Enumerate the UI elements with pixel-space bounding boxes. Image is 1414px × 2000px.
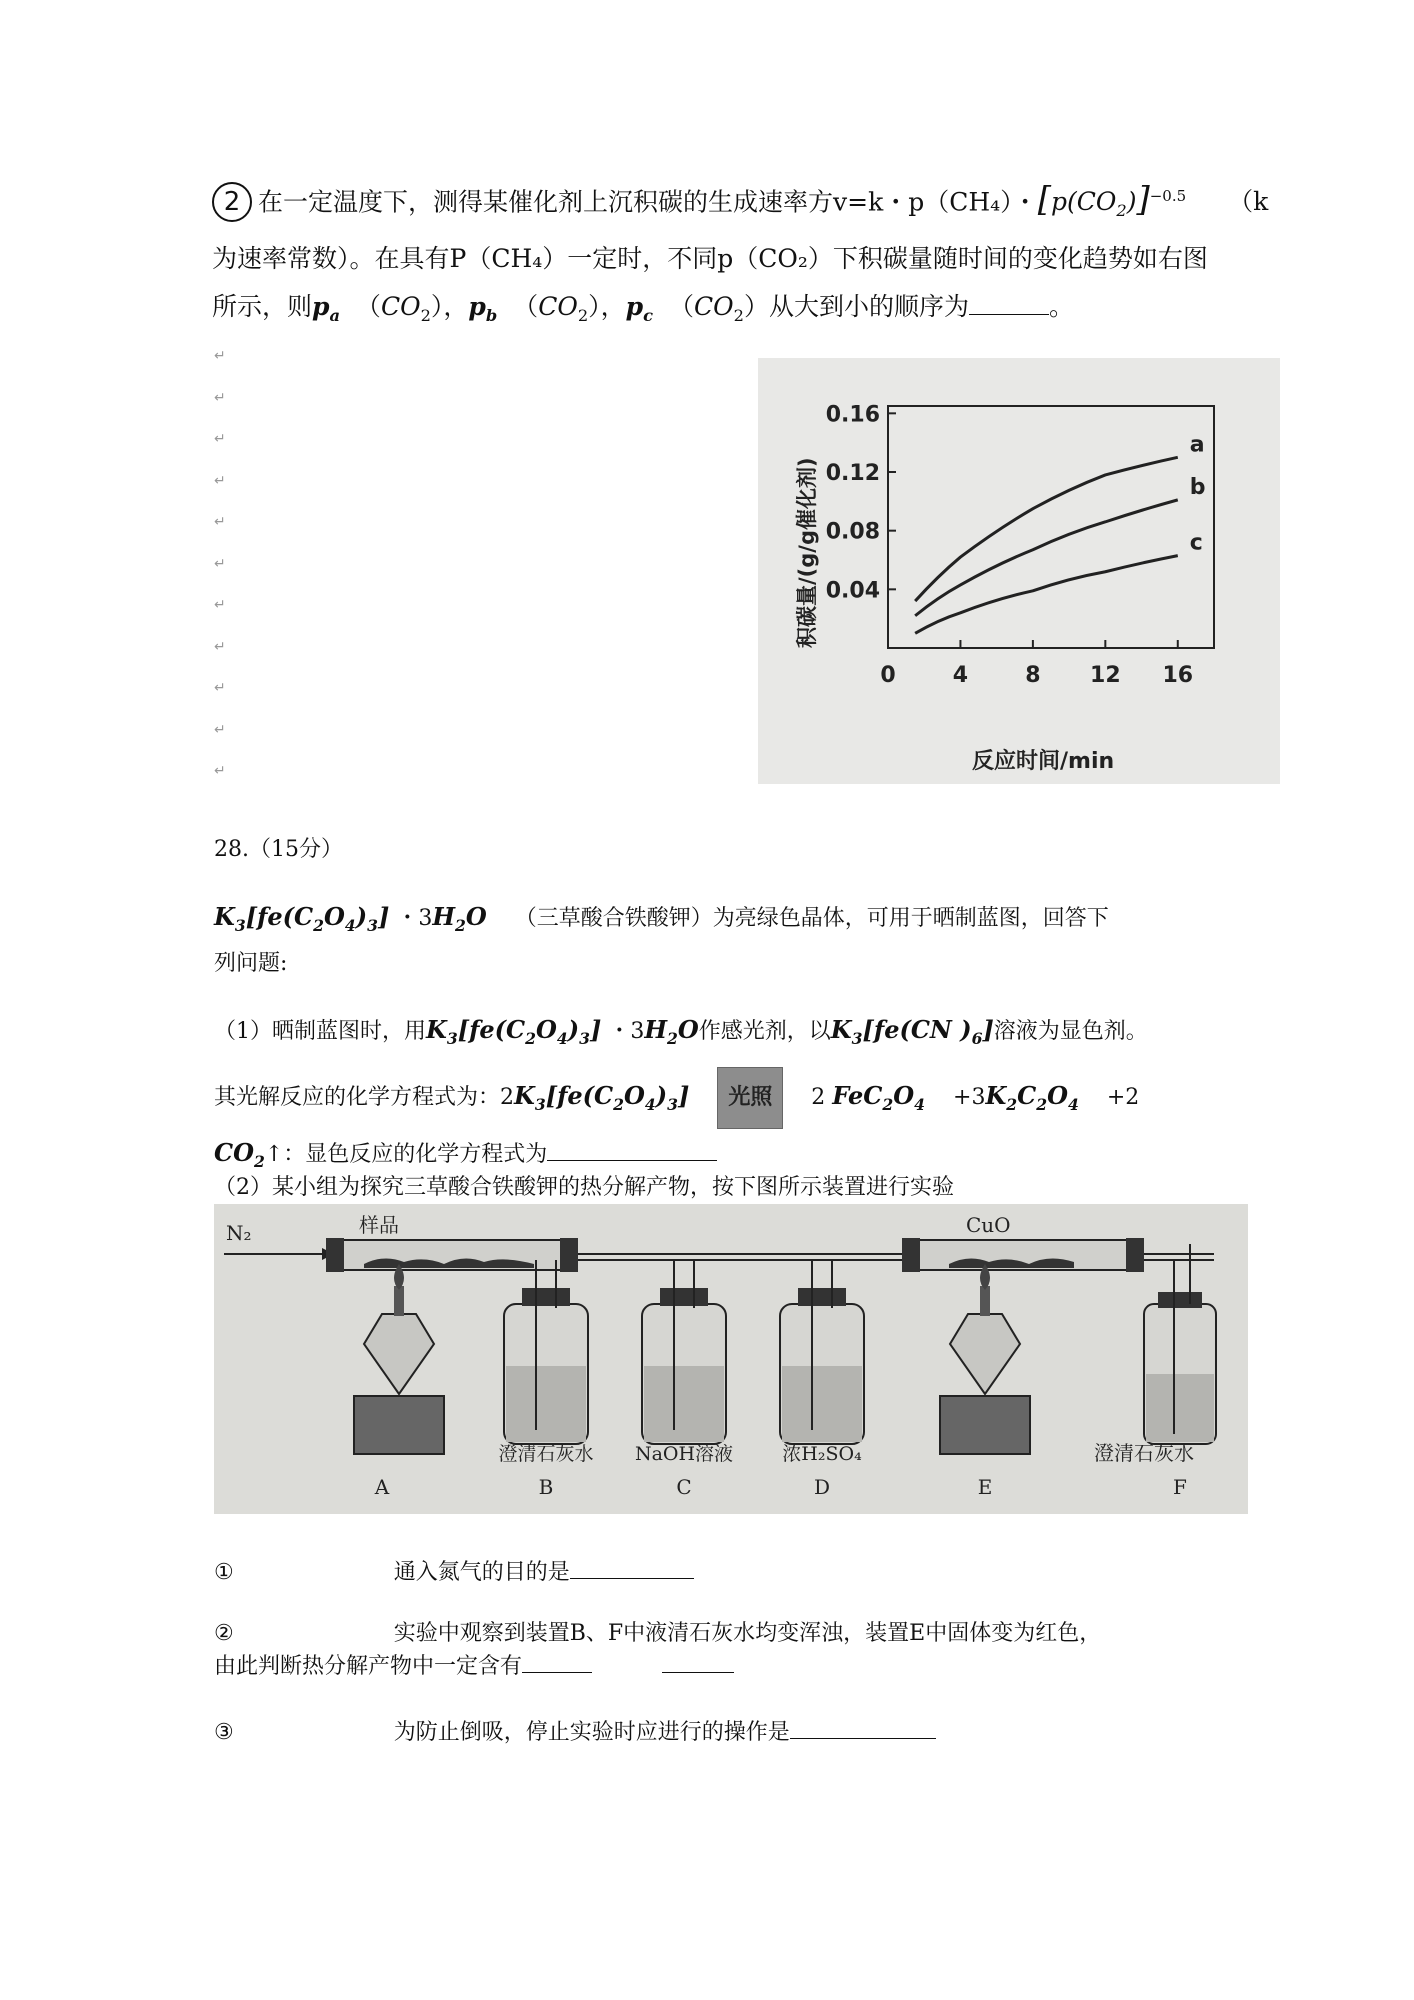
circled-number: 2 — [212, 182, 252, 222]
y-tick-label: 0.08 — [825, 519, 880, 545]
n2-label: N₂ — [226, 1221, 252, 1245]
q28-header: 28.（15分） — [214, 837, 343, 862]
question-2 — [212, 172, 1402, 340]
apparatus-letter: F — [1173, 1475, 1187, 1499]
series-label-b: b — [1189, 474, 1206, 500]
plot-frame — [888, 406, 1214, 648]
y-tick-label: 0.04 — [825, 578, 880, 604]
answer-blank — [570, 1556, 694, 1579]
answer-blank — [522, 1650, 592, 1673]
subq-3: ③ 为防止倒吸，停止实验时应进行的操作是 — [214, 1716, 1214, 1749]
y-axis-label: 积碳量/(g/g催化剂) — [795, 457, 819, 648]
series-label-c: c — [1189, 530, 1203, 556]
q2-line3: 所示，则$p_a$ $(CO_2)$，$p_b$ $(CO_2)$，$p_c$ $(CO_2)$从大到小的顺序为 。 — [212, 292, 1074, 326]
cuo-label: CuO — [966, 1213, 1011, 1237]
apparatus-letter: E — [977, 1475, 993, 1499]
reagent-label: NaOH溶液 — [634, 1443, 734, 1465]
answer-blank — [969, 292, 1049, 315]
wash-bottle — [780, 1260, 864, 1465]
answer-blank — [547, 1138, 717, 1161]
carbon-deposition-chart — [758, 358, 1280, 784]
paragraph-marks: ↵ ↵ ↵ ↵ ↵ ↵ ↵ ↵ ↵ ↵ ↵ — [214, 348, 226, 779]
apparatus-svg — [214, 1204, 1248, 1514]
wash-bottle — [498, 1260, 593, 1465]
apparatus-letter: D — [813, 1475, 831, 1499]
apparatus-diagram — [214, 1204, 1248, 1514]
q2-line1: 2 在一定温度下，测得某催化剂上沉积碳的生成速率方v=k・p（CH₄）・$[p(CO_2)]^{-0.5}$ （k — [212, 172, 1402, 235]
chart-svg — [758, 358, 1280, 784]
reagent-label: 浓H₂SO₄ — [782, 1443, 862, 1465]
series-line-a — [915, 457, 1178, 601]
subq-2: ② 实验中观察到装置B、F中液清石灰水均变浑浊，装置E中固体变为红色， 由此判断热分解产物中一定含有 — [214, 1621, 1102, 1679]
series-line-b — [915, 500, 1178, 616]
q28-part1: （1）晒制蓝图时，用$K_3[fe(C_2O_4)_3]$ ・$3H_2O$作感光剂，以$K_3[fe(CN$ )$_6$]溶液为显色剂。 其光解反应的化学方程式为：$2K_3[fe(C_2O_4)_3]$ 光照 2 $FeC_2O_4$ $+3K_2C_2O_4$ +2 $CO_2↑$：显色反应的化学方程式为 — [214, 1015, 1148, 1171]
x-tick-label: 4 — [952, 663, 969, 688]
y-tick-label: 0.16 — [825, 402, 880, 428]
x-tick-label: 12 — [1090, 663, 1121, 688]
answer-blank — [662, 1650, 734, 1673]
series-label-a: a — [1189, 432, 1205, 458]
q2-line2: 为速率常数）。在具有P（CH₄）一定时，不同p（CO₂）下积碳量随时间的变化趋势如右图 — [212, 244, 1208, 274]
y-tick-label: 0.12 — [825, 461, 880, 486]
answer-blank — [790, 1716, 936, 1739]
x-axis-label: 反应时间/min — [972, 749, 1115, 774]
reagent-label: 澄清石灰水 — [498, 1443, 594, 1465]
q28-part2: （2）某小组为探究三草酸合铁酸钾的热分解产物，按下图所示装置进行实验 — [214, 1175, 954, 1200]
x-tick-label: 0 — [880, 663, 896, 688]
sample-label: 样品 — [359, 1213, 399, 1237]
apparatus-letter: B — [538, 1475, 554, 1499]
light-condition: 光照 — [717, 1067, 783, 1129]
x-tick-label: 8 — [1025, 663, 1041, 688]
reagent-label-f: 澄清石灰水 — [1094, 1441, 1194, 1465]
series-line-c — [915, 556, 1178, 634]
q28-intro: $K_3[fe(C_2O_4)_3]$ ・$3H_2O$ （三草酸合铁酸钾）为亮绿色晶体，可用于晒制蓝图，回答下 列问题: — [214, 902, 1109, 976]
subq-1: ① 通入氮气的目的是 — [214, 1556, 1214, 1589]
apparatus-letter: A — [374, 1475, 390, 1499]
x-tick-label: 16 — [1162, 663, 1194, 688]
apparatus-letter: C — [676, 1475, 692, 1499]
wash-bottle — [635, 1260, 733, 1465]
